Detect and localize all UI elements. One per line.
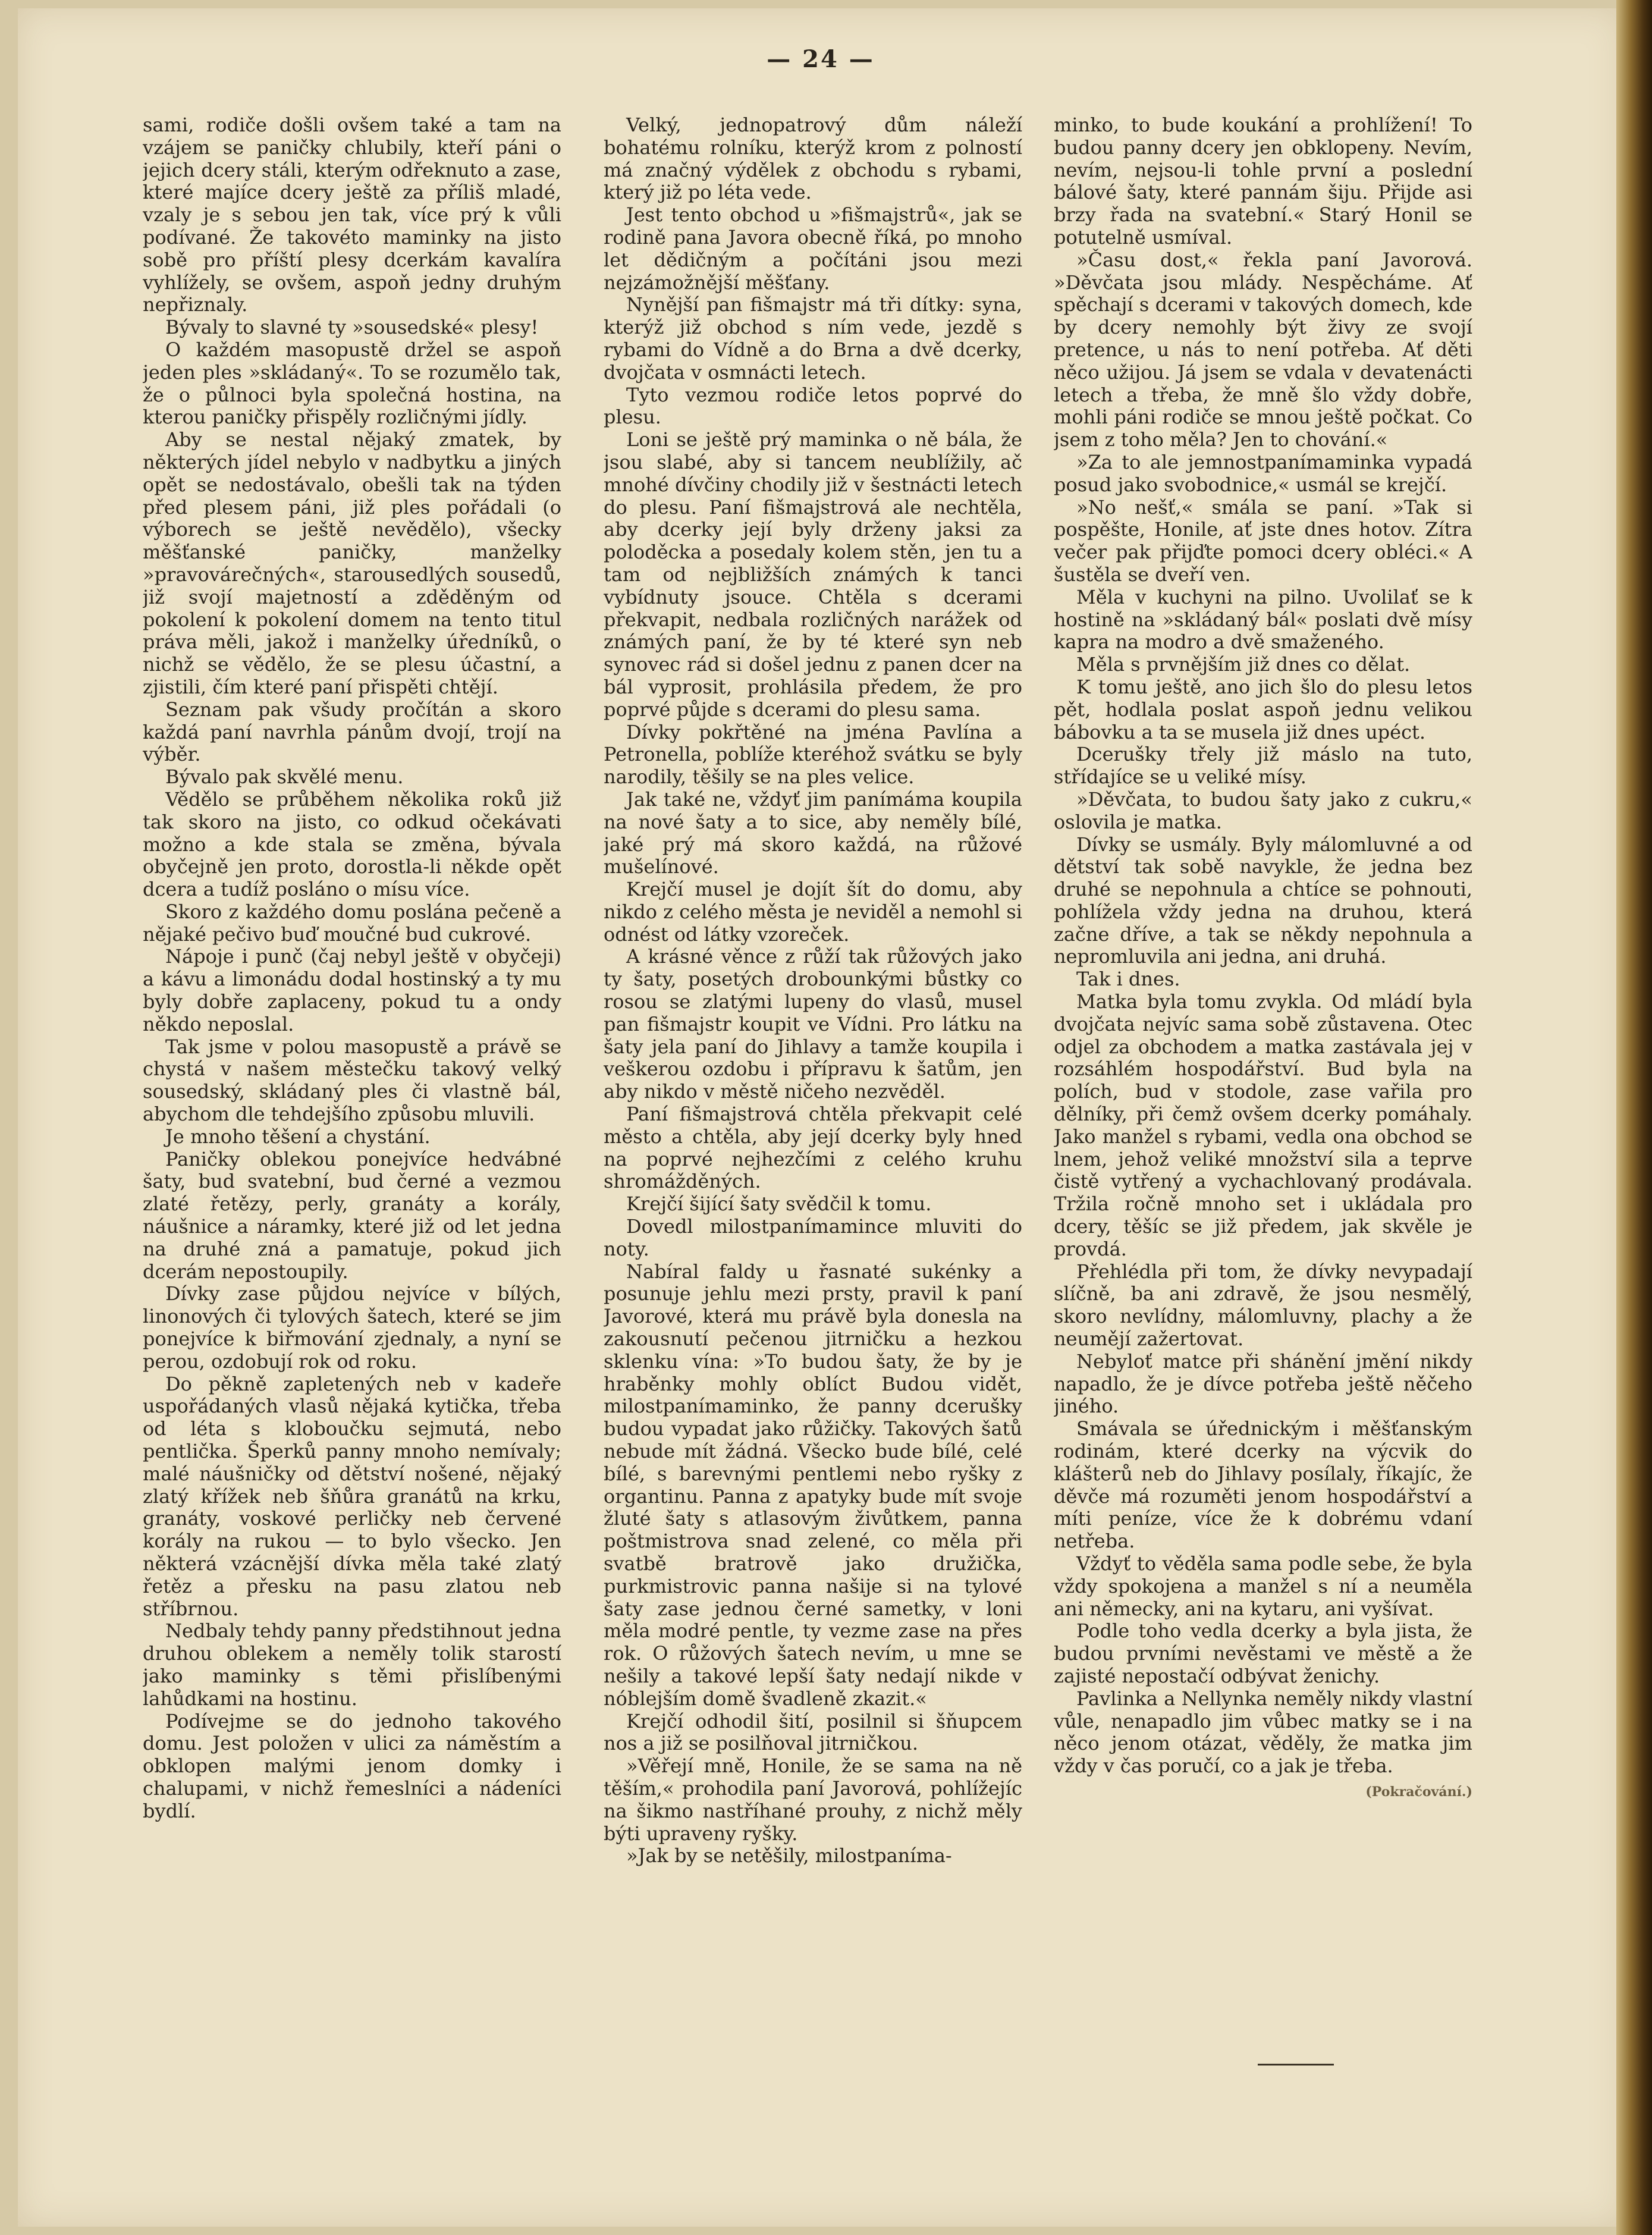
paragraph: Dcerušky třely již máslo na tuto, střídajíce se u veliké mísy.: [1054, 743, 1472, 789]
paragraph: Velký, jednopatrový dům náleží bohatému rolníku, kterýž krom z polností má značný výdělek z obchodu s rybami, který již po léta vede.: [604, 114, 1022, 204]
paragraph: Dívky zase půjdou nejvíce v bílých, linonových či tylových šatech, které se jim ponejvíce k biřmování zjednaly, a nyní se perou, ozdobují rok od roku.: [143, 1282, 561, 1373]
paragraph: Krejčí odhodil šití, posilnil si šňupcem nos a již se posilňoval jitrničkou.: [604, 1709, 1022, 1755]
text-column-3: [1054, 114, 1472, 1804]
paragraph: Skoro z každého domu poslána pečeně a nějaké pečivo buď moučné bud cukrové.: [143, 900, 561, 946]
paragraph: Nebyloť matce při shánění jmění nikdy napadlo, že je dívce potřeba ještě něčeho jiného.: [1054, 1349, 1472, 1418]
paragraph: sami, rodiče došli ovšem také a tam na vzájem se paničky chlubily, kteří páni o jejich dcery stáli, kterým odřeknuto a zase, které majíce dcery ještě za příliš mladé, vzaly je s sebou jen tak, více prý k vůli podívané. Že takovéto maminky na jisto sobě pro příští plesy dcerkám kavalíra vyhlížely, se ovšem, aspoň jedny druhým nepřiznaly.: [143, 114, 561, 316]
paragraph: Měla v kuchyni na pilno. Uvolilať se k hostině na »skládaný bál« poslati dvě mísy kapra na modro a dvě smaženého.: [1054, 585, 1472, 654]
paragraph: K tomu ještě, ano jich šlo do plesu letos pět, hodlala poslat aspoň jednu velikou bábovku a ta se musela již dnes upéct.: [1054, 675, 1472, 743]
paragraph: »Za to ale jemnostpanímaminka vypadá posud jako svobodnice,« usmál se krejčí.: [1054, 450, 1472, 496]
continuation-note: (Pokračování.): [1365, 1784, 1472, 1800]
paragraph: Seznam pak všudy pročítán a skoro každá paní navrhla pánům dvojí, trojí na výběr.: [143, 698, 561, 766]
paragraph: O každém masopustě držel se aspoň jeden ples »skládaný«. To se rozumělo tak, že o půlnoci byla společná hostina, na kterou paničky přispěly rozličnými jídly.: [143, 338, 561, 429]
paragraph: Je mnoho těšení a chystání.: [165, 1125, 431, 1148]
paragraph: Tak i dnes.: [1076, 968, 1180, 991]
page-number: — 24 —: [767, 45, 875, 73]
paragraph: Nápoje i punč (čaj nebyl ještě v obyčeji) a kávu a limonádu dodal hostinský a ty mu byly dobře zaplaceny, pokud tu a ondy někdo neposlal.: [143, 945, 561, 1035]
paragraph: Vždyť to věděla sama podle sebe, že byla vždy spokojena a manžel s ní a neuměla ani německy, ani na kytaru, ani vyšívat.: [1054, 1552, 1472, 1620]
paragraph: Jest tento obchod u »fišmajstrů«, jak se rodině pana Javora obecně říká, po mnoho let dědičným a počítáni jsou mezi nejzámožnější měšťany.: [604, 203, 1022, 294]
paragraph: Dívky pokřtěné na jména Pavlína a Petronella, poblíže kteréhož svátku se byly narodily, těšily se na ples velice.: [604, 720, 1022, 789]
paragraph: »Jak by se netěšily, milostpaníma-: [626, 1844, 952, 1867]
paragraph: Krejčí šijící šaty svědčil k tomu.: [626, 1192, 932, 1216]
paragraph: Smávala se úřednickým i měšťanským rodinám, které dcerky na výcvik do klášterů neb do Jihlavy posílaly, říkajíc, že děvče má rozuměti jenom hospodářství a míti peníze, více že k dobrému vdaní netřeba.: [1054, 1417, 1472, 1553]
book-spine: [1616, 0, 1652, 2235]
paragraph: Pavlinka a Nellynka neměly nikdy vlastní vůle, nenapadlo jim vůbec matky se i na něco jenom otázat, věděly, že matka jim vždy v čas poručí, co a jak je třeba.: [1054, 1687, 1472, 1778]
paragraph: Přehlédla při tom, že dívky nevypadají slíčně, ba ani zdravě, že jsou nesmělý, skoro nevlídny, málomluvny, plachy a že neumějí zažertovat.: [1054, 1260, 1472, 1351]
paragraph: Bývaly to slavné ty »sousedské« plesy!: [165, 316, 539, 339]
paragraph: Loni se ještě prý maminka o ně bála, že jsou slabé, aby si tancem neublížily, ač mnohé dívčiny chodily již v šestnácti letech do plesu. Paní fišmajstrová ale nechtěla, aby dcerky její byly drženy jaksi za poloděcka a posedaly kolem stěn, jen tu a tam od nejbližších známých k tanci vybídnuty jsouce. Chtěla s dcerami překvapit, nedbala rozličných narážek od známých paní, že by té které syn neb synovec rád si došel jednu z panen dcer na bál vyprosit, prohlásila předem, že pro poprvé půjde s dcerami do plesu sama.: [604, 428, 1022, 721]
text-column-2: [604, 114, 1022, 1867]
paragraph: Dívky se usmály. Byly málomluvné a od dětství tak sobě navykle, že jedna bez druhé se nepohnula a chtíce se pohnouti, pohlížela vždy jedna na druhou, která začne dříve, a tak se někdy nepohnula a nepromluvila ani jedna, ani druhá.: [1054, 833, 1472, 968]
paragraph: Jak také ne, vždyť jim panímáma koupila na nové šaty a to sice, aby neměly bílé, jaké prý má skoro každá, na růžové mušelínové.: [604, 787, 1022, 878]
paragraph: Vědělo se průběhem několika roků již tak skoro na jisto, co odkud očekávati možno a kde stala se změna, bývala obyčejně jen proto, dorostla-li někde opět dcera a tudíž posláno o mísu více.: [143, 787, 561, 901]
paragraph: minko, to bude koukání a prohlížení! To budou panny dcery jen obklopeny. Nevím, nevím, nejsou-li tohle první a poslední bálové šaty, které pannám šiju. Přijde asi brzy řada na svatební.« Starý Honil se potutelně usmíval.: [1054, 114, 1472, 249]
paragraph: Nabíral faldy u řasnaté sukénky a posunuje jehlu mezi prsty, pravil k paní Javorové, která mu právě byla donesla na zakousnutí pečenou jitrničku a hezkou sklenku vína: »To budou šaty, že by je hraběnky mohly oblíct Budou vidět, milostpanímaminko, že panny dcerušky budou vypadat jako růžičky. Takových šatů nebude mít žádná. Všecko bude bílé, celé bílé, s barevnými pentlemi nebo ryšky z organtinu. Panna z apatyky bude mít svoje žluté šaty s atlasovým živůtkem, panna poštmistrova snad zelené, co měla při svatbě bratrově jako družička, purkmistrovic panna našije si na tylové šaty zase jednou černé sametky, v loni měla modré pentle, ty vezme zase na přes rok. O růžových šatech nevím, u mne se nešily a takové lepší šaty nedají nikde v nóblejším domě švadleně zkazit.«: [604, 1260, 1022, 1710]
paragraph: »No nešť,« smála se paní. »Tak si pospěšte, Honile, ať jste dnes hotov. Zítra večer pak přijďte pomoci dcery obléci.« A šustěla se dveří ven.: [1054, 495, 1472, 586]
paragraph: Tyto vezmou rodiče letos poprvé do plesu.: [604, 383, 1022, 429]
paragraph: Do pěkně zapletených neb v kadeře uspořádaných vlasů nějaká kytička, třeba od léta s kloboučku sejmutá, nebo pentlička. Šperků panny mnoho nemívaly; malé náušničky od dětství nošené, nějaký zlatý křížek neb šňůra granátů na krku, granáty, voskové perličky neb červené korály na rukou — to bylo všecko. Jen některá vzácnější dívka měla také zlatý řetěz a přesku na pasu zlatou neb stříbrnou.: [143, 1372, 561, 1620]
text-column-1: [143, 114, 561, 1823]
paragraph: A krásné věnce z růží tak růžových jako ty šaty, posetých drobounkými bůstky co rosou se zlatými lupeny do vlasů, musel pan fišmajstr koupit ve Vídni. Pro látku na šaty jela paní do Jihlavy a tamže koupila i veškerou ozdobu i přípravu k šatům, jen aby nikdo v městě ničeho nezvěděl.: [604, 945, 1022, 1103]
paragraph: »Děvčata, to budou šaty jako z cukru,« oslovila je matka.: [1054, 787, 1472, 833]
paragraph: Tak jsme v polou masopustě a právě se chystá v našem městečku takový velký sousedský, skládaný ples či vlastně bál, abychom dle tehdejšího způsobu mluvili.: [143, 1035, 561, 1126]
magazine-page: [18, 8, 1623, 2227]
paragraph: Podívejme se do jednoho takového domu. Jest položen v ulici za náměstím a obklopen malými jenom domky i chalupami, v nichž řemeslníci a nádeníci bydlí.: [143, 1709, 561, 1822]
paragraph: Bývalo pak skvělé menu.: [165, 765, 404, 789]
paragraph: »Času dost,« řekla paní Javorová. »Děvčata jsou mlády. Nespěcháme. Ať spěchají s dcerami v takových domech, kde by dcery nemohly být živy ze svojí pretence, u nás to není potřeba. Ať děti něco užijou. Já jsem se vdala v devatenácti letech a třeba, že mně šlo vždy dobře, mohli páni rodiče se mnou ještě počkat. Co jsem z toho měla? Jen to chování.«: [1054, 248, 1472, 451]
paragraph: Paní fišmajstrová chtěla překvapit celé město a chtěla, aby její dcerky byly hned na poprvé nejhezčími z celého kruhu shromážděných.: [604, 1103, 1022, 1193]
paragraph: Dovedl milostpanímamince mluviti do noty.: [604, 1215, 1022, 1260]
paragraph: Nedbaly tehdy panny předstihnout jedna druhou oblekem a neměly tolik starostí jako maminky s těmi přislíbenými lahůdkami na hostinu.: [143, 1619, 561, 1710]
paragraph: Matka byla tomu zvykla. Od mládí byla dvojčata nejvíc sama sobě zůstavena. Otec odjel za obchodem a matka zastávala jej v rozsáhlém hospodářství. Bud byla na polích, bud v stodole, zase vařila pro dělníky, při čemž ovšem dcerky pomáhaly. Jako manžel s rybami, vedla ona obchod se lnem, jehož veliké množství sila a teprve čistě vytřený a vychachlovaný prodávala. Tržila ročně mnoho set i ukládala pro dcery, těšíc se již předem, jak skvěle je provdá.: [1054, 990, 1472, 1260]
paragraph: Nynější pan fišmajstr má tři dítky: syna, kterýž již obchod s ním vede, jezdě s rybami do Vídně a do Brna a dvě dcerky, dvojčata v osmnácti letech.: [604, 293, 1022, 384]
paragraph: Paničky oblekou ponejvíce hedvábné šaty, bud svatební, bud černé a vezmou zlaté řetězy, perly, granáty a korály, náušnice a náramky, které již od let jedna na druhé zná a pamatuje, pokud jich dcerám nepostoupily.: [143, 1147, 561, 1283]
end-rule: [1258, 2064, 1334, 2066]
paragraph: Podle toho vedla dcerky a byla jista, že budou prvními nevěstami ve městě a že zajisté nepostačí odbývat ženichy.: [1054, 1619, 1472, 1687]
paragraph: »Věřejí mně, Honile, že se sama na ně těším,« prohodila paní Javorová, pohlížejíc na šikmo nastříhané prouhy, z nichž měly býti upraveny ryšky.: [604, 1754, 1022, 1845]
paragraph: Aby se nestal nějaký zmatek, by některých jídel nebylo v nadbytku a jiných opět se nedostávalo, obešli tak na týden před plesem páni, již ples pořádali (o výborech se ještě nevědělo), všecky měšťanské paničky, manželky »pravovárečných«, starousedlých sousedů, již svojí majetností a zděděným od pokolení k pokolení domem na tento titul práva měli, jakož i manželky úředníků, o nichž se vědělo, že se plesu účastní, a zjistili, čím které paní přispěti chtějí.: [143, 428, 561, 698]
paragraph: Měla s prvnějším již dnes co dělat.: [1076, 653, 1411, 676]
paragraph: Krejčí musel je dojít šít do domu, aby nikdo z celého města je neviděl a nemohl si odnést od látky vzoreček.: [604, 878, 1022, 946]
